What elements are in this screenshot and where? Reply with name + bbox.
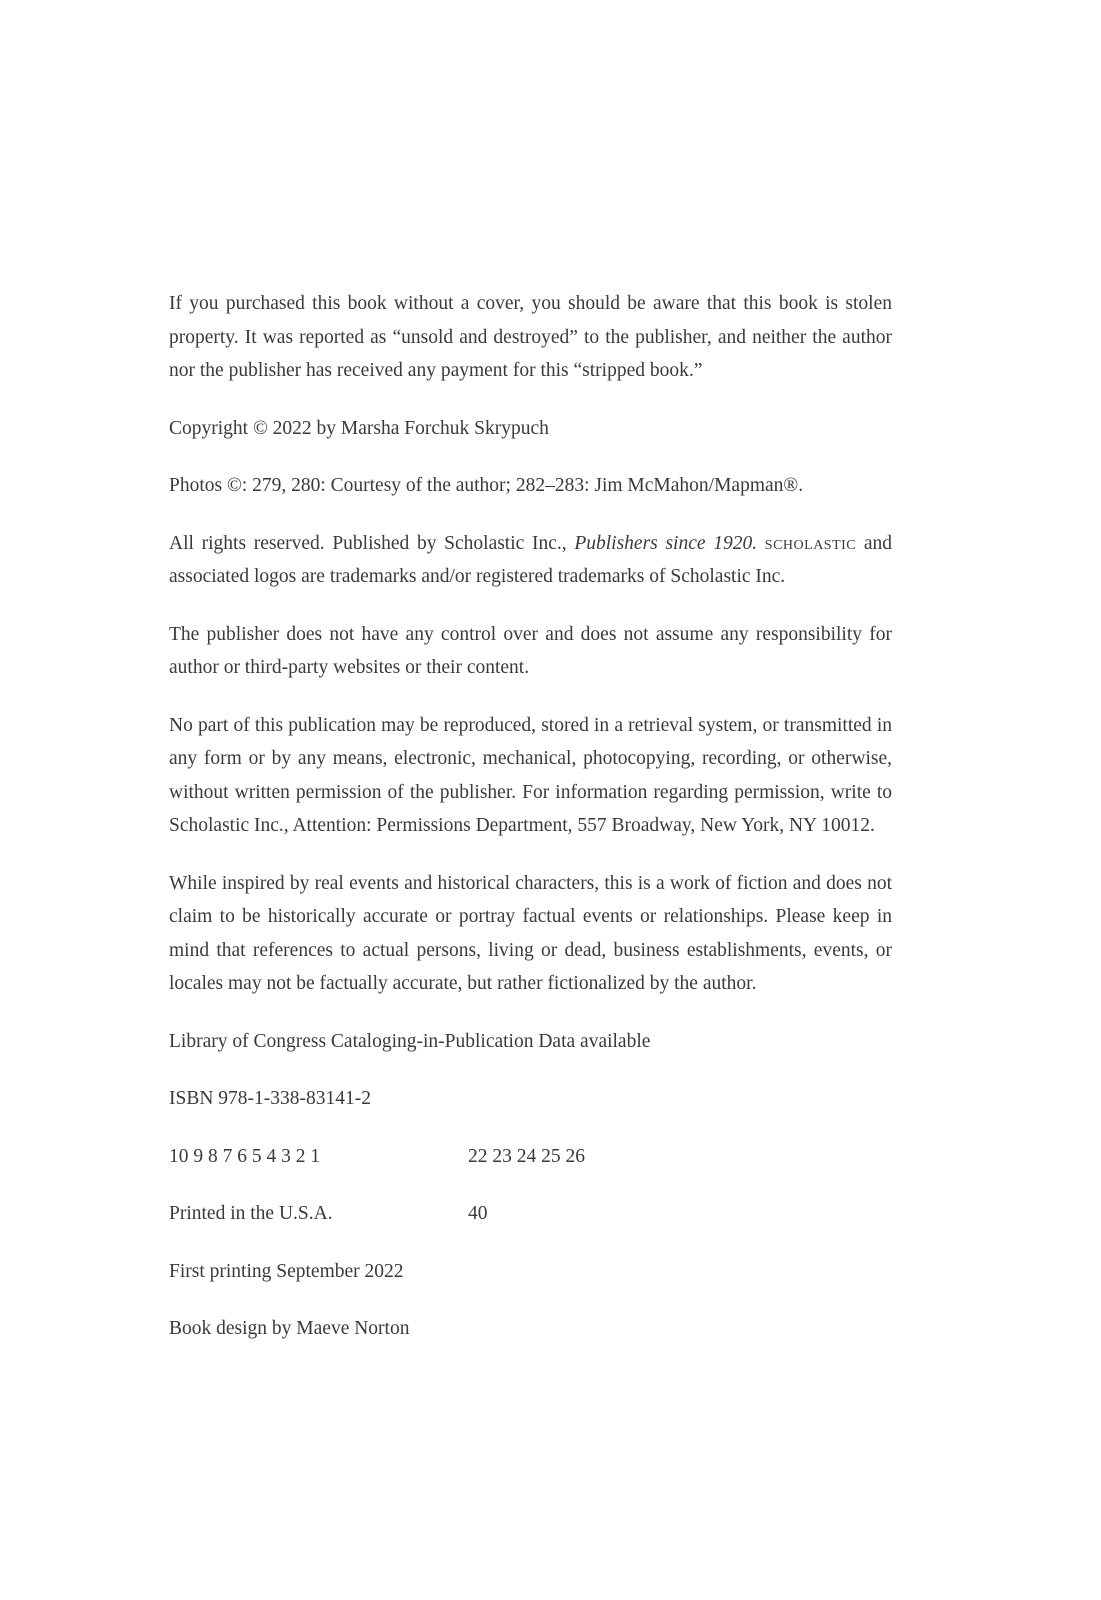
rights-text-2: and associated logos are trademarks and/or registered trademarks of Scholastic Inc.	[169, 532, 893, 587]
rights-space	[757, 533, 765, 554]
third-party-disclaimer: The publisher does not have any control over and does not assume any responsibility for author or third-party websites or their content.	[169, 623, 892, 678]
rights-reserved-paragraph	[169, 527, 892, 594]
printed-in-country: Printed in the U.S.A.	[169, 1203, 333, 1224]
printing-years: 22 23 24 25 26	[468, 1145, 585, 1167]
printing-numbers: 10 9 8 7 6 5 4 3 2 1	[169, 1145, 321, 1167]
fiction-disclaimer: While inspired by real events and historical characters, this is a work of fiction and does not claim to be historically accurate or portray factual events or relationships. Please keep in mind that references to actual persons, living or dead, business establishments, events, or locales may not be factually accurate, but rather fictionalized by the author.	[169, 872, 892, 994]
book-design-credit: Book design by Maeve Norton	[169, 1318, 410, 1339]
printed-in-row	[169, 1197, 892, 1231]
cip-line: Library of Congress Cataloging-in-Publication Data available	[169, 1030, 651, 1052]
scholastic-trademark: scholastic	[764, 532, 857, 554]
publishers-since-tagline: Publishers since 1920.	[574, 532, 758, 554]
print-line-row	[169, 1140, 892, 1174]
first-printing-line: First printing September 2022	[169, 1260, 404, 1282]
stripped-book-notice: If you purchased this book without a cover, you should be aware that this book is stolen property. It was reported as “unsold and destroyed” to the publisher, and neither the author nor the publisher has received any payment for this “stripped book.”	[169, 293, 892, 381]
photo-credits: Photos ©: 279, 280: Courtesy of the author; 282–283: Jim McMahon/Mapman®.	[169, 475, 804, 496]
copyright-line: Copyright © 2022 by Marsha Forchuk Skrypuch	[169, 417, 549, 439]
reproduction-notice: No part of this publication may be reproduced, stored in a retrieval system, or transmitted in any form or by any means, electronic, mechanical, photocopying, recording, or otherwise, without written permission of the publisher. For information regarding permission, write to Scholastic Inc., Attention: Permissions Department, 557 Broadway, New York, NY 10012.	[169, 714, 892, 836]
printer-code: 40	[468, 1203, 488, 1224]
copyright-text-block	[169, 287, 892, 1370]
rights-text-1: All rights reserved. Published by Scholastic Inc.,	[169, 532, 575, 554]
isbn-line: ISBN 978-1-338-83141-2	[169, 1088, 372, 1109]
